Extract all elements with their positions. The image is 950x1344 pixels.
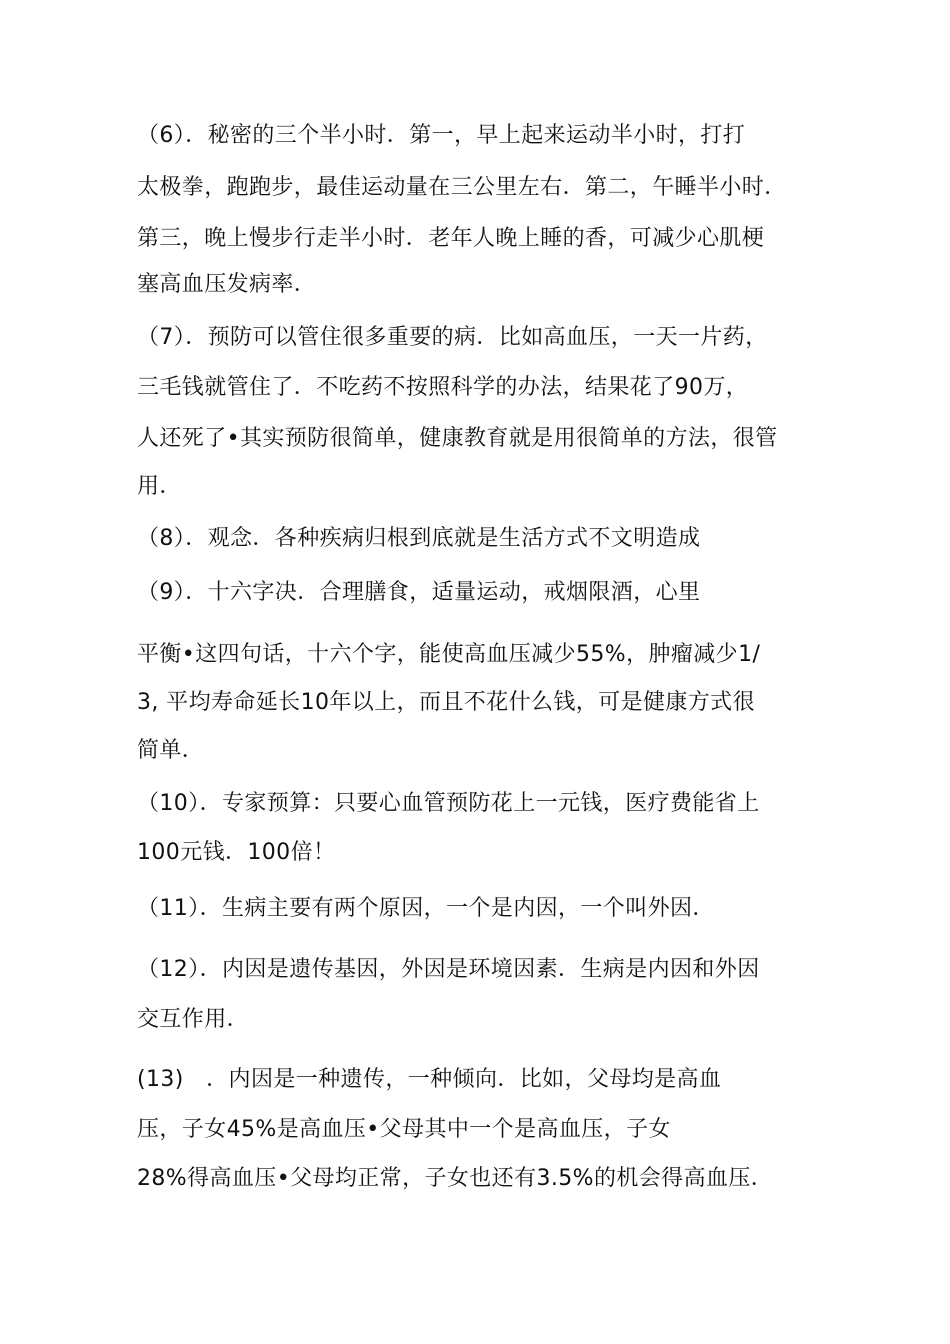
- paragraph-6-line-1: （6）．秘密的三个半小时．第一，早上起来运动半小时，打打: [137, 123, 746, 148]
- paragraph-12-line-2: 交互作用．: [137, 1007, 250, 1032]
- paragraph-6-line-2: 太极拳，跑跑步，最佳运动量在三公里左右．第二，午睡半小时．: [137, 175, 787, 200]
- paragraph-13-line-3: 28%得高血压•父母均正常，子女也还有3.5%的机会得高血压．: [137, 1166, 774, 1191]
- paragraph-13-line-1: (13) ．内因是一种遗传，一种倾向．比如，父母均是高血: [137, 1067, 722, 1092]
- paragraph-9-line-1: （9）．十六字决．合理膳食，适量运动，戒烟限酒，心里: [137, 580, 701, 605]
- paragraph-6-line-3: 第三，晚上慢步行走半小时．老年人晚上睡的香，可减少心肌梗: [137, 226, 765, 251]
- paragraph-10-line-1: （10）．专家预算：只要心血管预防花上一元钱，医疗费能省上: [137, 791, 760, 816]
- paragraph-7-line-1: （7）．预防可以管住很多重要的病．比如高血压，一天一片药，: [137, 325, 768, 350]
- paragraph-9-line-4: 简单．: [137, 738, 205, 763]
- paragraph-13-line-2: 压，子女45%是高血压•父母其中一个是高血压，子女: [137, 1117, 671, 1142]
- paragraph-12-line-1: （12）．内因是遗传基因，外因是环境因素．生病是内因和外因: [137, 957, 760, 982]
- paragraph-9-line-2: 平衡•这四句话，十六个字，能使高血压减少55%，肿瘤减少1/: [137, 642, 761, 667]
- paragraph-7-line-3: 人还死了•其实预防很简单，健康教育就是用很简单的方法，很管: [137, 426, 778, 451]
- paragraph-11-line-1: （11）．生病主要有两个原因，一个是内因，一个叫外因．: [137, 896, 715, 921]
- paragraph-6-line-4: 塞高血压发病率．: [137, 272, 317, 297]
- paragraph-7-line-2: 三毛钱就管住了．不吃药不按照科学的办法，结果花了90万，: [137, 375, 749, 400]
- paragraph-9-line-3: 3, 平均寿命延长10年以上，而且不花什么钱，可是健康方式很: [137, 690, 755, 715]
- paragraph-7-line-4: 用．: [137, 474, 182, 499]
- paragraph-10-line-2: 100元钱．100倍！: [137, 840, 336, 865]
- paragraph-8-line-1: （8）．观念．各种疾病归根到底就是生活方式不文明造成: [137, 526, 701, 551]
